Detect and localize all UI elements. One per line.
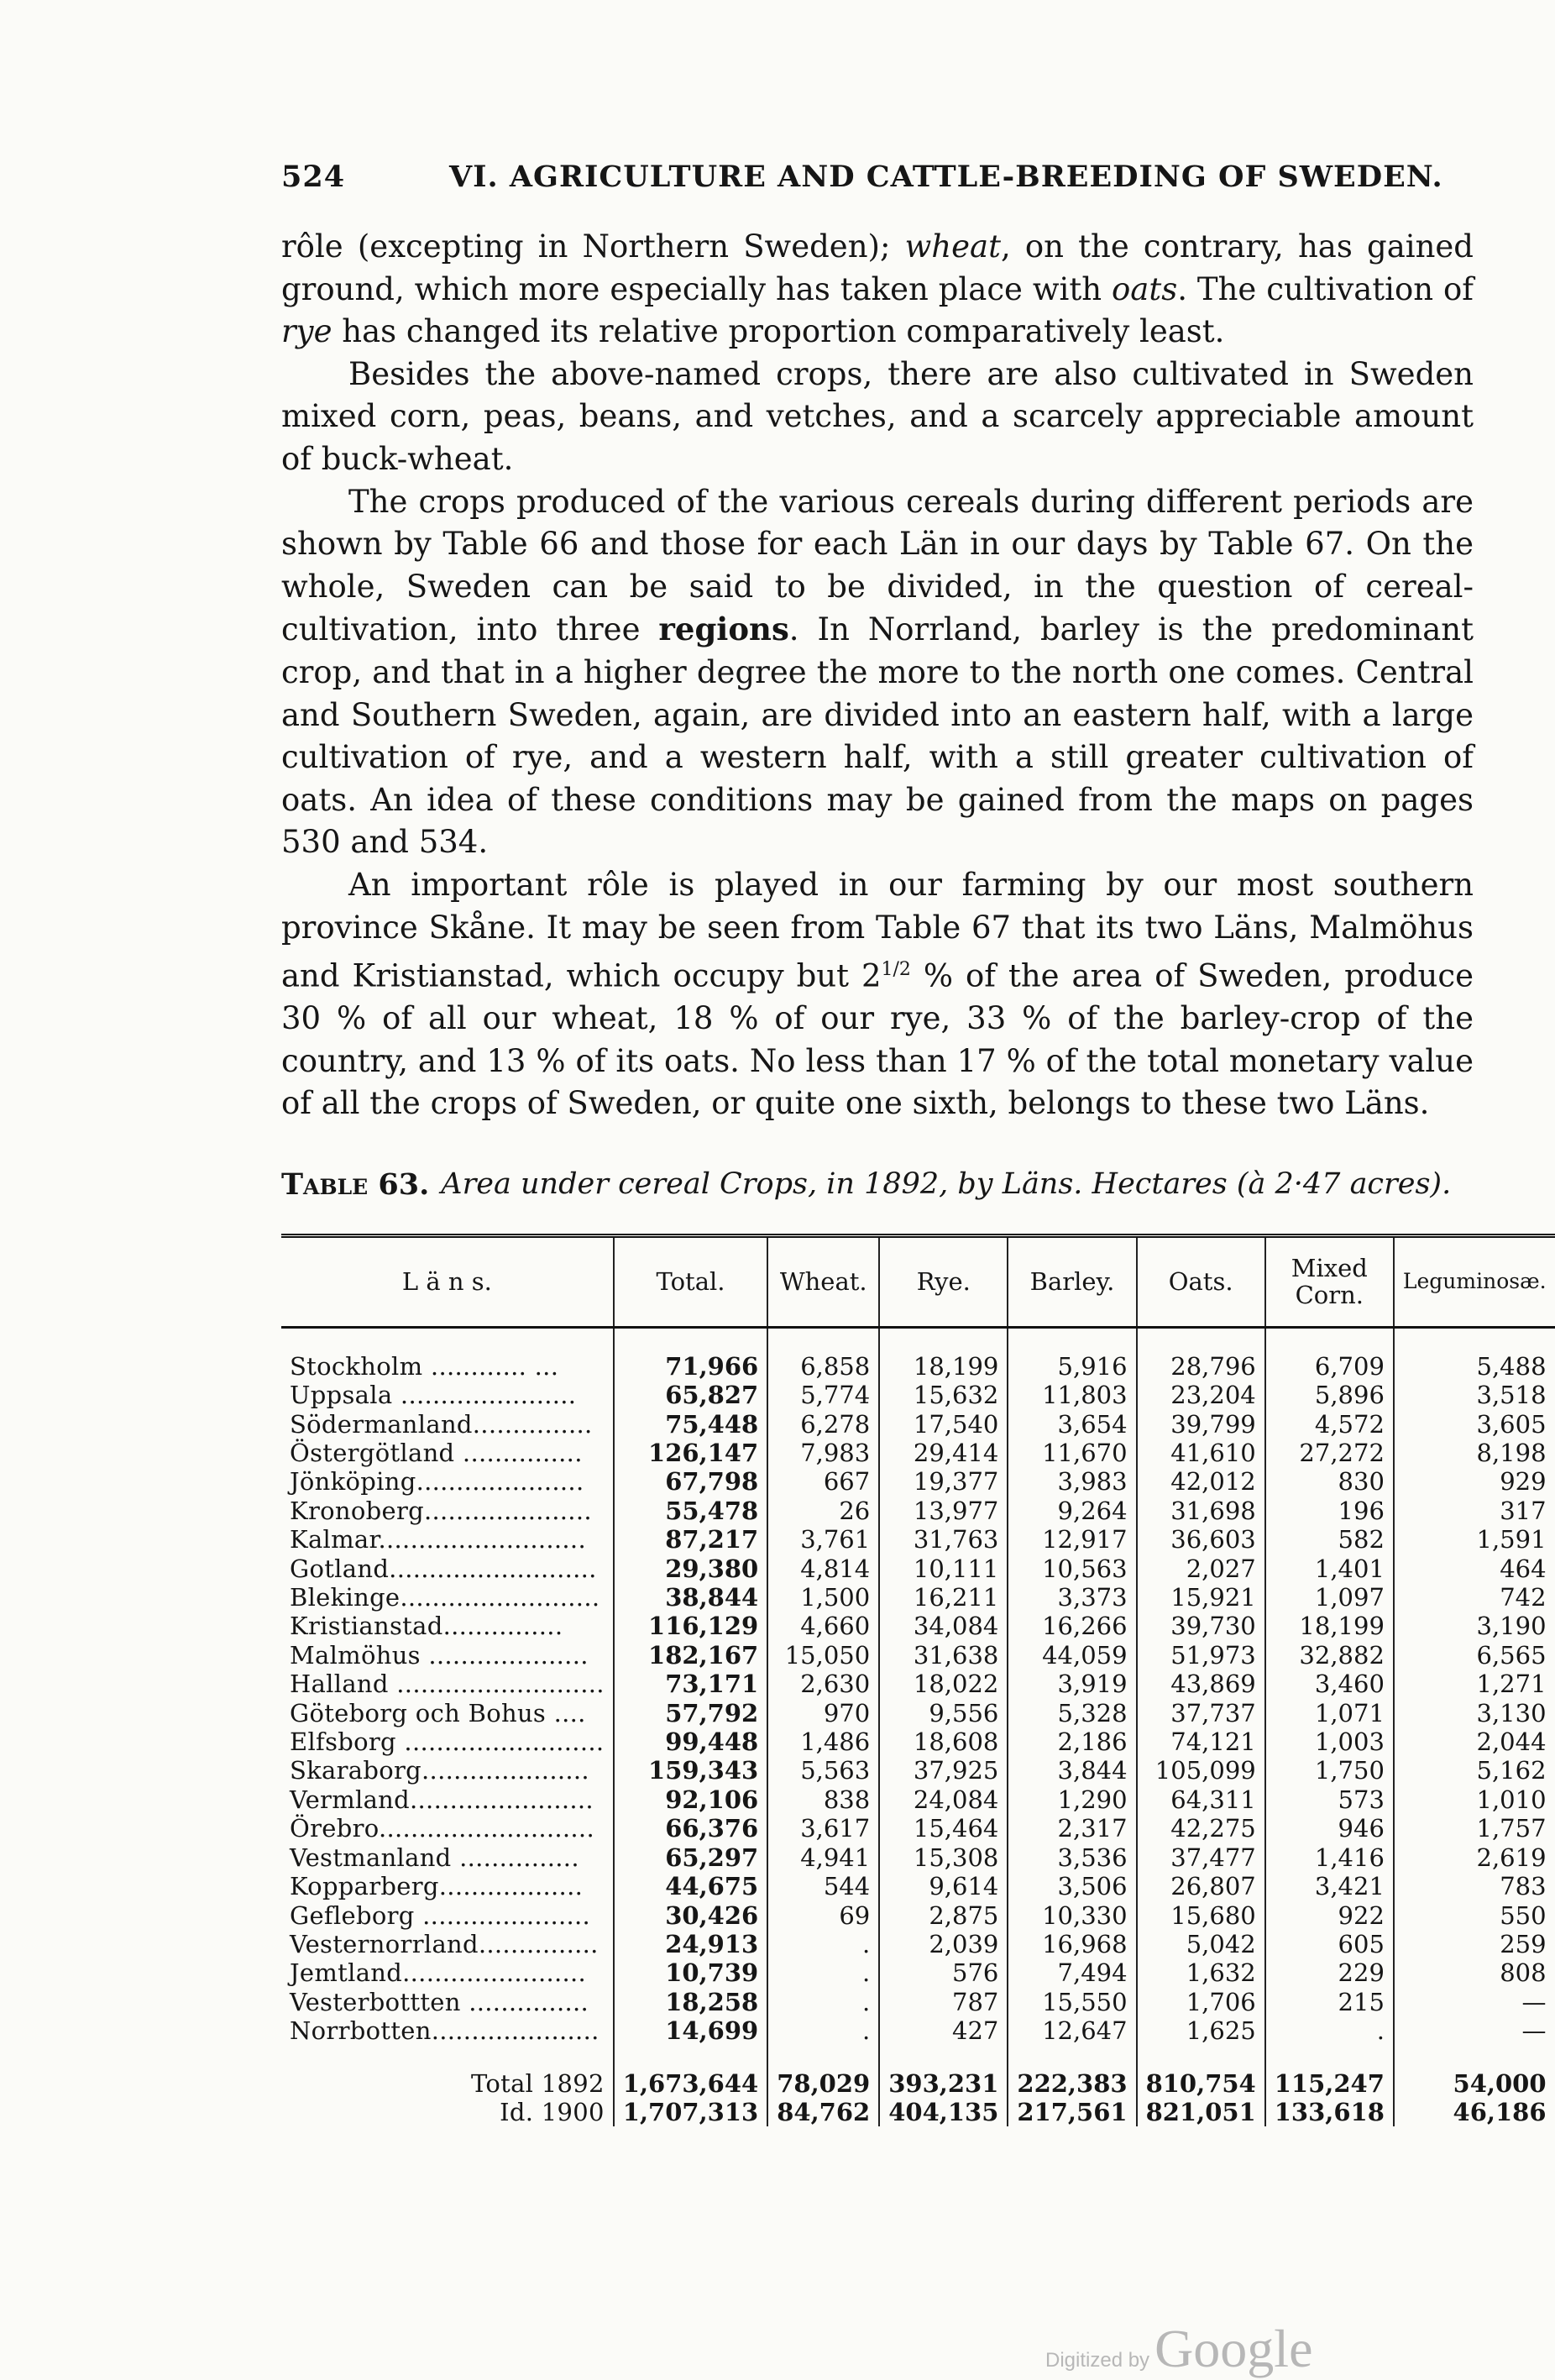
table-row <box>281 1814 1555 1843</box>
lan-name-cell: Skaraborg..................... <box>281 1756 614 1785</box>
value-cell: 10,739 <box>614 1958 767 1987</box>
table-caption <box>281 1167 1474 1202</box>
table-row <box>281 1525 1555 1554</box>
paragraph-1 <box>281 226 1474 354</box>
column-header: Total. <box>614 1235 767 1327</box>
table-row <box>281 1670 1555 1698</box>
value-cell: 67,798 <box>614 1467 767 1496</box>
value-cell: 29,380 <box>614 1554 767 1583</box>
value-cell: 18,199 <box>1265 1612 1394 1640</box>
value-cell: 41,610 <box>1137 1439 1265 1467</box>
table-row <box>281 1930 1555 1958</box>
table-row <box>281 1612 1555 1640</box>
value-cell: — <box>1521 1987 1547 2016</box>
lan-name-cell: Uppsala ...................... <box>281 1381 614 1409</box>
value-cell: 922 <box>1265 1901 1394 1930</box>
value-cell: 3,654 <box>1008 1410 1136 1439</box>
value-cell: 31,698 <box>1137 1497 1265 1525</box>
table-label: Table 63. <box>281 1166 430 1202</box>
lan-name-cell: Malmöhus .................... <box>281 1641 614 1670</box>
spacer-cell <box>767 2046 879 2069</box>
value-cell: 5,896 <box>1265 1381 1394 1409</box>
spacer-cell <box>281 1327 614 1352</box>
value-cell: 15,050 <box>767 1641 879 1670</box>
value-cell: 1,750 <box>1265 1756 1394 1785</box>
table-header-row <box>281 1235 1555 1327</box>
value-cell: 29,414 <box>879 1439 1008 1467</box>
value-cell: 7,983 <box>767 1439 879 1467</box>
lan-name-cell: Vestmanland ............... <box>281 1843 614 1872</box>
spacer-cell <box>1394 1327 1555 1352</box>
value-cell: 1,591 <box>1476 1525 1547 1554</box>
value-cell: 3,617 <box>767 1814 879 1843</box>
value-cell: 1,416 <box>1265 1843 1394 1872</box>
value-cell: 34,084 <box>879 1612 1008 1640</box>
table-row <box>281 1381 1555 1409</box>
value-cell: 74,121 <box>1137 1727 1265 1756</box>
spacer-cell <box>614 2046 767 2069</box>
value-cell: 3,506 <box>1008 1872 1136 1900</box>
lan-name-cell: Östergötland ............... <box>281 1439 614 1467</box>
value-cell: 24,913 <box>614 1930 767 1958</box>
value-cell: 2,186 <box>1008 1727 1136 1756</box>
spacer-row <box>281 1327 1555 1352</box>
paragraph-3 <box>281 481 1474 864</box>
value-cell: 605 <box>1265 1930 1394 1958</box>
value-cell: 12,647 <box>1008 2016 1136 2045</box>
value-cell: 810,754 <box>1137 2069 1265 2098</box>
total-row <box>281 2069 1555 2098</box>
value-cell: 28,796 <box>1137 1352 1265 1381</box>
value-cell: 87,217 <box>614 1525 767 1554</box>
table-row <box>281 1439 1555 1467</box>
value-cell: 73,171 <box>614 1670 767 1698</box>
lan-name-cell: Vermland....................... <box>281 1785 614 1814</box>
value-cell: 4,941 <box>767 1843 879 1872</box>
value-cell: . <box>767 2016 879 2045</box>
value-cell: 1,500 <box>767 1583 879 1612</box>
value-cell: 830 <box>1265 1467 1394 1496</box>
value-cell: 39,799 <box>1137 1410 1265 1439</box>
value-cell: 4,660 <box>767 1612 879 1640</box>
value-cell: 105,099 <box>1137 1756 1265 1785</box>
value-cell: 1,486 <box>767 1727 879 1756</box>
lan-name-cell: Kristianstad............... <box>281 1612 614 1640</box>
lan-name-cell: Göteborg och Bohus .... <box>281 1699 614 1727</box>
body-text <box>281 226 1474 1125</box>
value-cell: 15,680 <box>1137 1901 1265 1930</box>
value-cell: 18,258 <box>614 1988 767 2016</box>
column-header: Oats. <box>1137 1235 1265 1327</box>
value-cell: 43,869 <box>1137 1670 1265 1698</box>
table-row <box>281 1352 1555 1381</box>
value-cell: 1,010 <box>1476 1785 1547 1814</box>
value-cell: 46,186 <box>1453 2097 1547 2126</box>
value-cell: 550 <box>1500 1900 1547 1930</box>
value-cell: — <box>1521 2016 1547 2046</box>
value-cell: 1,625 <box>1137 2016 1265 2045</box>
value-cell: 30,426 <box>614 1901 767 1930</box>
value-cell: 126,147 <box>614 1439 767 1467</box>
value-cell: 75,448 <box>614 1410 767 1439</box>
digitized-by-text: Digitized by <box>1045 2349 1150 2372</box>
value-cell: 18,608 <box>879 1727 1008 1756</box>
value-cell: 15,308 <box>879 1843 1008 1872</box>
value-cell: 26,807 <box>1137 1872 1265 1900</box>
paragraph-2 <box>281 354 1474 481</box>
spacer-cell <box>1265 1327 1394 1352</box>
table-row <box>281 1958 1555 1987</box>
value-cell: 32,882 <box>1265 1641 1394 1670</box>
column-header: Mixed Corn. <box>1265 1235 1394 1327</box>
value-cell: 5,916 <box>1008 1352 1136 1381</box>
lan-name-cell: Örebro........................... <box>281 1814 614 1843</box>
table-row <box>281 1843 1555 1872</box>
column-header: L ä n s. <box>281 1235 614 1327</box>
value-cell: 3,421 <box>1265 1872 1394 1900</box>
lan-name-cell: Gefleborg ..................... <box>281 1901 614 1930</box>
value-cell: 116,129 <box>614 1612 767 1640</box>
value-cell: 15,921 <box>1137 1583 1265 1612</box>
spacer-cell <box>1394 2046 1555 2069</box>
spacer-cell <box>281 2046 614 2069</box>
text-run: wheat <box>904 228 1001 265</box>
value-cell: 1,707,313 <box>614 2098 767 2126</box>
value-cell: 18,022 <box>879 1670 1008 1698</box>
spacer-cell <box>1137 1327 1265 1352</box>
value-cell: 159,343 <box>614 1756 767 1785</box>
table-row <box>281 1756 1555 1785</box>
value-cell: 259 <box>1500 1929 1547 1958</box>
column-header: Barley. <box>1008 1235 1136 1327</box>
value-cell: 821,051 <box>1137 2098 1265 2126</box>
value-cell: 3,983 <box>1008 1467 1136 1496</box>
value-cell: 69 <box>767 1901 879 1930</box>
lan-name-cell: Vesterbottten ............... <box>281 1988 614 2016</box>
value-cell: 16,266 <box>1008 1612 1136 1640</box>
value-cell: 31,763 <box>879 1525 1008 1554</box>
value-cell: 582 <box>1265 1525 1394 1554</box>
value-cell: 1,757 <box>1476 1814 1547 1843</box>
value-cell: 44,059 <box>1008 1641 1136 1670</box>
lan-name-cell: Norrbotten..................... <box>281 2016 614 2045</box>
value-cell: 9,614 <box>879 1872 1008 1900</box>
lan-name-cell: Kopparberg.................. <box>281 1872 614 1900</box>
value-cell: 1,632 <box>1137 1958 1265 1987</box>
value-cell: 7,494 <box>1008 1958 1136 1987</box>
value-cell: 71,966 <box>614 1352 767 1381</box>
google-watermark <box>1045 2318 1312 2380</box>
value-cell: 3,536 <box>1008 1843 1136 1872</box>
table-row <box>281 1410 1555 1439</box>
value-cell: 39,730 <box>1137 1612 1265 1640</box>
value-cell: 54,000 <box>1453 2068 1547 2098</box>
running-title: VI. AGRICULTURE AND CATTLE-BREEDING OF SWEDEN. <box>449 160 1443 194</box>
page-number: 524 <box>281 160 346 194</box>
value-cell: 15,550 <box>1008 1988 1136 2016</box>
column-header: Wheat. <box>767 1235 879 1327</box>
value-cell: 3,761 <box>767 1525 879 1554</box>
value-cell: 19,377 <box>879 1467 1008 1496</box>
google-logo: Google <box>1154 2319 1313 2378</box>
value-cell: 4,572 <box>1265 1410 1394 1439</box>
total-row <box>281 2098 1555 2126</box>
value-cell: 393,231 <box>879 2069 1008 2098</box>
table-row <box>281 1467 1555 1496</box>
value-cell: 37,477 <box>1137 1843 1265 1872</box>
lan-name-cell: Kalmar.......................... <box>281 1525 614 1554</box>
lan-name-cell: Id. 1900 <box>281 2098 614 2126</box>
value-cell: 6,858 <box>767 1352 879 1381</box>
value-cell: 6,565 <box>1476 1640 1547 1670</box>
running-header <box>281 160 1474 194</box>
value-cell: 51,973 <box>1137 1641 1265 1670</box>
value-cell: 5,162 <box>1476 1756 1547 1785</box>
value-cell: 3,130 <box>1476 1698 1547 1727</box>
value-cell: 1,401 <box>1265 1554 1394 1583</box>
value-cell: 57,792 <box>614 1699 767 1727</box>
text-run: , on the contrary, has gained ground, which more especially has taken place with <box>281 228 1474 307</box>
value-cell: 115,247 <box>1265 2069 1394 2098</box>
value-cell: 5,774 <box>767 1381 879 1409</box>
value-cell: 2,875 <box>879 1901 1008 1930</box>
value-cell: 16,211 <box>879 1583 1008 1612</box>
table-row <box>281 1785 1555 1814</box>
value-cell: 133,618 <box>1265 2098 1394 2126</box>
value-cell: 2,619 <box>1476 1843 1547 1872</box>
value-cell: 215 <box>1265 1988 1394 2016</box>
text-run: . In Norrland, barley is the predominant crop, and that in a higher degree the more to the north one comes. Central and Southern Sweden, again, are divided into an eastern half, with a large cultivation of rye, and a western half, with a still greater cultivation of oats. An idea of these conditions may be gained from the maps on pages 530 and 534. <box>281 611 1474 861</box>
table-row <box>281 1699 1555 1727</box>
value-cell: 5,488 <box>1476 1351 1547 1381</box>
text-run: rye <box>281 313 332 350</box>
value-cell: 1,290 <box>1008 1785 1136 1814</box>
value-cell: 783 <box>1500 1872 1547 1901</box>
value-cell: 23,204 <box>1137 1381 1265 1409</box>
value-cell: 2,039 <box>879 1930 1008 1958</box>
page <box>281 160 1547 2126</box>
text-run: 1/2 <box>881 959 911 981</box>
value-cell: 5,328 <box>1008 1699 1136 1727</box>
spacer-cell <box>879 1327 1008 1352</box>
value-cell: 2,630 <box>767 1670 879 1698</box>
value-cell: 9,556 <box>879 1699 1008 1727</box>
value-cell: 5,042 <box>1137 1930 1265 1958</box>
lan-name-cell: Halland .......................... <box>281 1670 614 1698</box>
value-cell: 929 <box>1500 1467 1547 1497</box>
value-cell: 196 <box>1265 1497 1394 1525</box>
value-cell: 1,706 <box>1137 1988 1265 2016</box>
table-row <box>281 1641 1555 1670</box>
lan-name-cell: Stockholm ............ ... <box>281 1352 614 1381</box>
value-cell: 78,029 <box>767 2069 879 2098</box>
table-row <box>281 1554 1555 1583</box>
value-cell: 1,003 <box>1265 1727 1394 1756</box>
value-cell: 66,376 <box>614 1814 767 1843</box>
value-cell: 2,044 <box>1476 1727 1547 1757</box>
value-cell: 544 <box>767 1872 879 1900</box>
spacer-cell <box>879 2046 1008 2069</box>
value-cell: 1,071 <box>1265 1699 1394 1727</box>
value-cell: 64,311 <box>1137 1785 1265 1814</box>
text-run: An important rôle is played in our farming by our most southern province Skåne. It may be seen from Table 67 that its two Läns, Malmöhus and Kristianstad, which occupy but 2 <box>281 866 1474 994</box>
value-cell: 1,673,644 <box>614 2069 767 2098</box>
value-cell: 5,563 <box>767 1756 879 1785</box>
table-row <box>281 1872 1555 1900</box>
value-cell: 3,460 <box>1265 1670 1394 1698</box>
value-cell: 3,518 <box>1476 1381 1547 1410</box>
value-cell: 42,012 <box>1137 1467 1265 1496</box>
value-cell: 6,709 <box>1265 1352 1394 1381</box>
value-cell: 4,814 <box>767 1554 879 1583</box>
value-cell: 37,925 <box>879 1756 1008 1785</box>
spacer-cell <box>1008 1327 1136 1352</box>
value-cell: 1,097 <box>1265 1583 1394 1612</box>
value-cell: 8,198 <box>1476 1439 1547 1468</box>
lan-name-cell: Jönköping..................... <box>281 1467 614 1496</box>
value-cell: 18,199 <box>879 1352 1008 1381</box>
cereal-area-table <box>281 1234 1555 2127</box>
value-cell: 10,563 <box>1008 1554 1136 1583</box>
text-run: oats <box>1112 270 1178 307</box>
table-row <box>281 1901 1555 1930</box>
value-cell: 3,373 <box>1008 1583 1136 1612</box>
lan-name-cell: Gotland.......................... <box>281 1554 614 1583</box>
lan-name-cell: Blekinge......................... <box>281 1583 614 1612</box>
value-cell: 55,478 <box>614 1497 767 1525</box>
value-cell: . <box>1265 2016 1394 2045</box>
text-run: . The cultivation of <box>1177 270 1474 307</box>
value-cell: 229 <box>1265 1958 1394 1987</box>
value-cell: 667 <box>767 1467 879 1496</box>
text-run: has changed its relative proportion comparatively least. <box>332 313 1225 350</box>
value-cell: 3,190 <box>1476 1612 1547 1641</box>
value-cell: 573 <box>1265 1785 1394 1814</box>
value-cell: 2,317 <box>1008 1814 1136 1843</box>
value-cell: 222,383 <box>1008 2069 1136 2098</box>
value-cell: 742 <box>1500 1583 1547 1612</box>
column-header: Leguminosæ. <box>1394 1235 1555 1327</box>
value-cell: 13,977 <box>879 1497 1008 1525</box>
value-cell: 27,272 <box>1265 1439 1394 1467</box>
value-cell: 427 <box>879 2016 1008 2045</box>
value-cell: 17,540 <box>879 1410 1008 1439</box>
value-cell: 946 <box>1265 1814 1394 1843</box>
lan-name-cell: Jemtland....................... <box>281 1958 614 1987</box>
value-cell: 464 <box>1500 1554 1547 1583</box>
value-cell: 576 <box>879 1958 1008 1987</box>
table-row <box>281 2016 1555 2045</box>
table-row <box>281 1497 1555 1525</box>
table-row <box>281 1988 1555 2016</box>
lan-name-cell: Vesternorrland............... <box>281 1930 614 1958</box>
spacer-cell <box>767 1327 879 1352</box>
value-cell: 14,699 <box>614 2016 767 2045</box>
value-cell: 65,297 <box>614 1843 767 1872</box>
table-description: Area under cereal Crops, in 1892, by Läns. Hectares (à 2·47 acres). <box>441 1166 1452 1201</box>
spacer-cell <box>614 1327 767 1352</box>
text-run: The crops produced of the various cereals during different periods are shown by Table 66 and those for each Län in our days by Table 67. On the whole, Sweden can be said to be divided, in the question of cereal-cultivation, into three <box>281 483 1474 648</box>
value-cell: 11,803 <box>1008 1381 1136 1409</box>
text-run: regions <box>658 611 789 648</box>
value-cell: 44,675 <box>614 1872 767 1900</box>
value-cell: 3,605 <box>1476 1409 1547 1439</box>
value-cell: 404,135 <box>879 2098 1008 2126</box>
value-cell: 217,561 <box>1008 2098 1136 2126</box>
value-cell: 15,464 <box>879 1814 1008 1843</box>
value-cell: 10,111 <box>879 1554 1008 1583</box>
value-cell: 3,844 <box>1008 1756 1136 1785</box>
spacer-cell <box>1137 2046 1265 2069</box>
value-cell: 99,448 <box>614 1727 767 1756</box>
table-body <box>281 1327 1555 2126</box>
value-cell: 970 <box>767 1699 879 1727</box>
value-cell: 38,844 <box>614 1583 767 1612</box>
lan-name-cell: Södermanland............... <box>281 1410 614 1439</box>
spacer-cell <box>1008 2046 1136 2069</box>
value-cell: 65,827 <box>614 1381 767 1409</box>
value-cell: 838 <box>767 1785 879 1814</box>
value-cell: 36,603 <box>1137 1525 1265 1554</box>
value-cell: 26 <box>767 1497 879 1525</box>
value-cell: . <box>767 1958 879 1987</box>
value-cell: . <box>767 1930 879 1958</box>
value-cell: 182,167 <box>614 1641 767 1670</box>
value-cell: 11,670 <box>1008 1439 1136 1467</box>
column-header: Rye. <box>879 1235 1008 1327</box>
value-cell: . <box>767 1988 879 2016</box>
text-run: Besides the above-named crops, there are also cultivated in Sweden mixed corn, peas, beans, and vetches, and a scarcely appreciable amount of buck-wheat. <box>281 355 1474 477</box>
value-cell: 84,762 <box>767 2098 879 2126</box>
lan-name-cell: Total 1892 <box>281 2069 614 2098</box>
value-cell: 16,968 <box>1008 1930 1136 1958</box>
value-cell: 37,737 <box>1137 1699 1265 1727</box>
spacer-cell <box>1265 2046 1394 2069</box>
lan-name-cell: Kronoberg..................... <box>281 1497 614 1525</box>
value-cell: 42,275 <box>1137 1814 1265 1843</box>
value-cell: 2,027 <box>1137 1554 1265 1583</box>
value-cell: 6,278 <box>767 1410 879 1439</box>
table-row <box>281 1583 1555 1612</box>
value-cell: 3,919 <box>1008 1670 1136 1698</box>
text-run: rôle (excepting in Northern Sweden); <box>281 228 905 265</box>
value-cell: 787 <box>879 1988 1008 2016</box>
spacer-row <box>281 2046 1555 2069</box>
value-cell: 31,638 <box>879 1641 1008 1670</box>
value-cell: 24,084 <box>879 1785 1008 1814</box>
paragraph-4 <box>281 864 1474 1125</box>
value-cell: 808 <box>1500 1958 1547 1988</box>
value-cell: 12,917 <box>1008 1525 1136 1554</box>
value-cell: 317 <box>1500 1496 1547 1525</box>
value-cell: 1,271 <box>1476 1670 1547 1699</box>
lan-name-cell: Elfsborg ......................... <box>281 1727 614 1756</box>
text-run: % of the area of Sweden, produce 30 % of all our wheat, 18 % of our rye, 33 % of the barley-crop of the country, and 13 % of its oats. No less than 17 % of the total monetary value of all the crops of Sweden, or quite one sixth, belongs to these two Läns. <box>281 957 1474 1122</box>
value-cell: 9,264 <box>1008 1497 1136 1525</box>
value-cell: 15,632 <box>879 1381 1008 1409</box>
value-cell: 92,106 <box>614 1785 767 1814</box>
value-cell: 10,330 <box>1008 1901 1136 1930</box>
table-row <box>281 1727 1555 1756</box>
